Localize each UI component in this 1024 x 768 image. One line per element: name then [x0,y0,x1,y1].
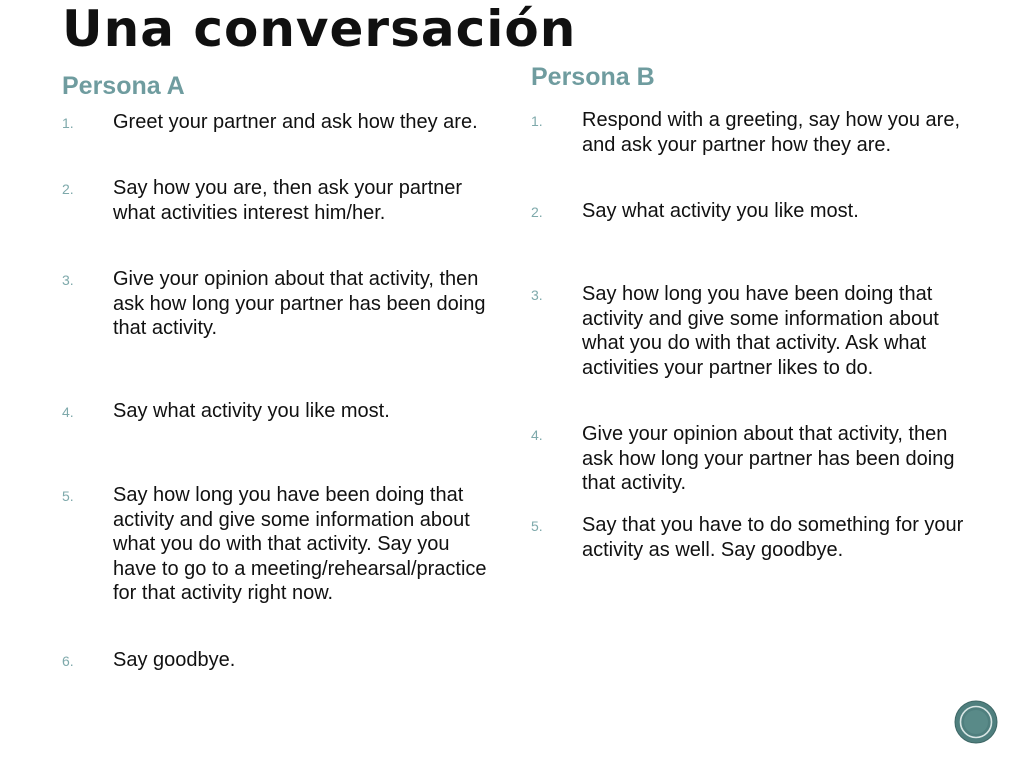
item-number: 6. [62,653,74,669]
item-number: 5. [531,518,543,534]
item-text: Say what activity you like most. [113,400,390,422]
item-text: Say goodbye. [113,649,236,671]
item-text: Say how long you have been doing that activity and give some information about what you do with that activity. Say you have to go to a meeting/rehearsal/practice for that activity right now. [113,484,487,605]
item-number: 4. [531,427,543,443]
item-text: Say how long you have been doing that activity and give some information about what you do with that activity. Ask what activities your partner likes to do. [582,283,939,379]
item-text: Respond with a greeting, say how you are, and ask your partner how they are. [582,109,960,156]
item-text: Say how you are, then ask your partner what activities interest him/her. [113,177,463,224]
item-text: Greet your partner and ask how they are. [113,111,478,133]
item-text: Say that you have to do something for your activity as well. Say goodbye. [582,514,964,561]
slide-title: Una conversación [62,0,577,58]
persona-b-heading: Persona B [531,63,655,91]
item-number: 4. [62,404,74,420]
item-number: 3. [531,287,543,303]
item-number: 2. [62,181,74,197]
item-number: 2. [531,204,543,220]
persona-a-heading: Persona A [62,72,185,100]
circle-emblem-icon [954,700,998,744]
item-number: 5. [62,488,74,504]
item-number: 1. [62,115,74,131]
item-number: 3. [62,272,74,288]
item-text: Give your opinion about that activity, then ask how long your partner has been doing that activity. [113,268,486,340]
item-text: Say what activity you like most. [582,200,859,222]
item-text: Give your opinion about that activity, then ask how long your partner has been doing that activity. [582,423,955,495]
item-number: 1. [531,113,543,129]
